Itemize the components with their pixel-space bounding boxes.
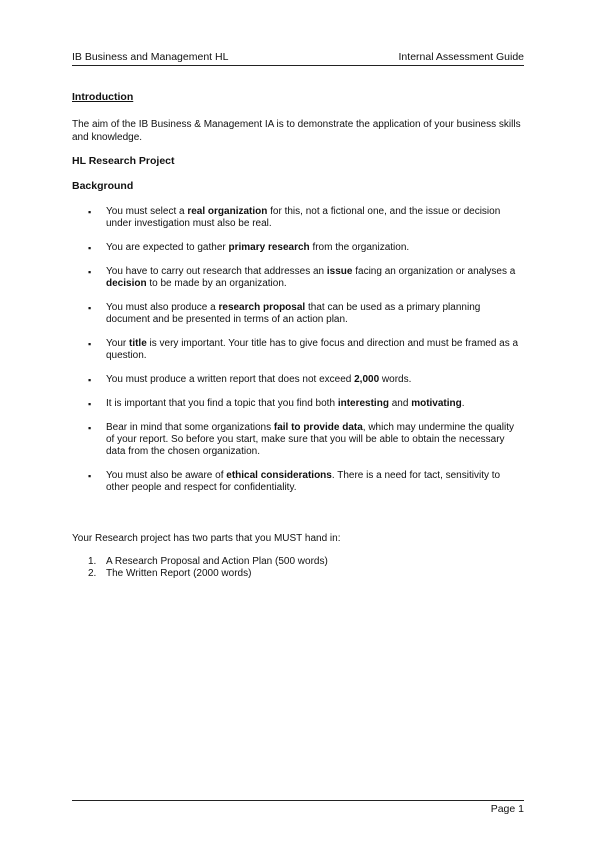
bullet-emphasis: research proposal <box>218 302 306 313</box>
bullet-marker: ▪ <box>88 471 92 481</box>
background-bullet-list <box>72 206 524 494</box>
part-number: 1. <box>88 556 97 567</box>
intro-heading: Introduction <box>72 91 134 103</box>
bullet-marker: ▪ <box>88 375 92 385</box>
bullet-marker: ▪ <box>88 339 92 349</box>
bullet-text: for this, not a fictional one, and the issue or decision under investigation must also be real. <box>106 206 501 229</box>
bullet-text: facing an organization or analyses a <box>352 266 516 277</box>
bullet-text: to be made by an organization. <box>146 278 287 289</box>
bullet-emphasis: title <box>128 338 147 349</box>
bullet-emphasis: ethical considerations <box>226 470 332 481</box>
bullet-text: You have to carry out research that addresses an <box>106 266 327 277</box>
bullet-text: that can be used as a primary planning document and be presented in terms of an action plan. <box>106 302 481 325</box>
bullet-text: You must produce a written report that does not exceed <box>106 374 355 385</box>
bullet-marker: ▪ <box>88 207 92 217</box>
bullet-text: It is important that you find a topic that you find both <box>106 398 338 409</box>
bullet-marker: ▪ <box>88 303 92 313</box>
bullet-item <box>72 422 524 458</box>
bullet-item <box>72 338 524 362</box>
bullet-text: You are expected to gather <box>106 242 229 253</box>
bullet-marker: ▪ <box>88 243 92 253</box>
project-heading: HL Research Project <box>72 155 175 167</box>
bullet-emphasis: decision <box>106 278 147 289</box>
part-item <box>72 556 328 568</box>
bullet-emphasis: primary research <box>228 242 310 253</box>
background-heading: Background <box>72 180 134 192</box>
bullet-marker: ▪ <box>88 399 92 409</box>
bullet-text: You must also be aware of <box>106 470 227 481</box>
footer-rule <box>72 800 524 801</box>
bullet-text: , which may undermine the quality of your report. So before you start, make sure that you will be able to obtain the necessary data from the chosen organization. <box>106 422 514 457</box>
bullet-text: from the organization. <box>309 242 410 253</box>
parts-list <box>72 556 328 580</box>
bullet-item <box>72 374 524 386</box>
bullet-emphasis: issue <box>326 266 353 277</box>
bullet-text: is very important. Your title has to give focus and direction and must be framed as a question. <box>106 338 519 361</box>
bullet-item <box>72 398 524 410</box>
bullet-item <box>72 266 524 290</box>
header-rule <box>72 65 524 66</box>
page-number: Page 1 <box>490 803 524 815</box>
bullet-text: Your <box>106 338 129 349</box>
bullet-text: Bear in mind that some organizations <box>106 422 274 433</box>
bullet-emphasis: interesting <box>337 398 389 409</box>
header-right: Internal Assessment Guide <box>398 51 524 63</box>
bullet-emphasis: 2,000 <box>354 374 380 385</box>
part-item <box>72 568 328 580</box>
bullet-item <box>72 242 524 254</box>
bullet-text: words. <box>379 374 412 385</box>
bullet-emphasis: motivating <box>411 398 462 409</box>
bullet-item <box>72 470 524 494</box>
bullet-emphasis: fail to provide data <box>273 422 363 433</box>
bullet-item <box>72 206 524 230</box>
bullet-text: . There is a need for tact, sensitivity to other people and respect for confidentiality. <box>106 470 501 493</box>
bullet-emphasis: real organization <box>187 206 268 217</box>
bullet-text: . <box>461 398 465 409</box>
bullet-text: You must also produce a <box>106 302 219 313</box>
bullet-item <box>72 302 524 326</box>
part-text: A Research Proposal and Action Plan (500 words) <box>106 556 328 567</box>
intro-paragraph: The aim of the IB Business & Management IA is to demonstrate the application of your business skills and knowledge. <box>72 119 521 143</box>
parts-intro: Your Research project has two parts that you MUST hand in: <box>72 533 341 544</box>
bullet-marker: ▪ <box>88 267 92 277</box>
part-number: 2. <box>88 568 97 579</box>
bullet-text: and <box>388 398 412 409</box>
bullet-marker: ▪ <box>88 423 92 433</box>
header-left: IB Business and Management HL <box>72 51 229 63</box>
part-text: The Written Report (2000 words) <box>106 568 252 579</box>
bullet-text: You must select a <box>106 206 188 217</box>
